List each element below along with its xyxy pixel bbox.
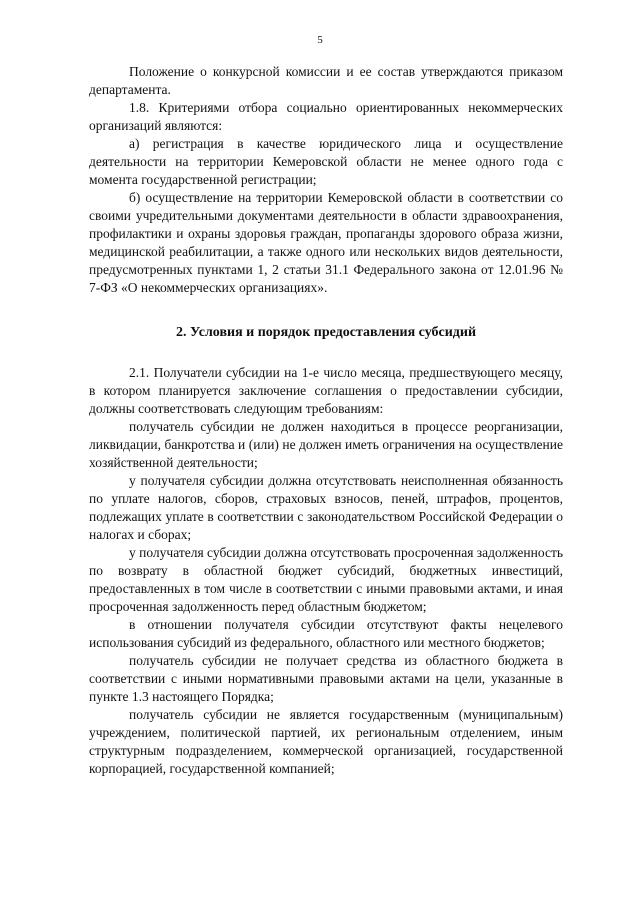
- section-heading: 2. Условия и порядок предоставления субсидий: [175, 325, 477, 340]
- paragraph-selection-criteria: 1.8. Критериями отбора социально ориентированных некоммерческих организаций являются:: [89, 100, 563, 133]
- paragraph-2-1: 2.1. Получатели субсидии на 1-е число месяца, предшествующего месяцу, в котором планируется заключение соглашения о предоставлении субсидии, должны соответствовать следующим требованиям:: [89, 365, 563, 416]
- paragraph-no-reorganization: получатель субсидии не должен находиться в процессе реорганизации, ликвидации, банкротства и (или) не должен иметь ограничения на осуществление хозяйственной деятельности;: [89, 419, 563, 470]
- paragraph-no-overdue-debt: у получателя субсидии должна отсутствовать просроченная задолженность по возврату в областной бюджет субсидий, бюджетных инвестиций, предоставленных в том числе в соответствии с иными правовыми актами, и иная просроченная задолженность перед областным бюджетом;: [89, 545, 564, 614]
- paragraph-not-state-entity: получатель субсидии не является государственным (муниципальным) учреждением, политической партией, их региональным отделением, иным структурным подразделением, коммерческой организацией, государственной корпорацией, государственной компанией;: [89, 707, 563, 776]
- paragraph-no-misuse: в отношении получателя субсидии отсутствуют факты нецелевого использования субсидий из федерального, областного или местного бюджетов;: [89, 617, 563, 650]
- paragraph-criterion-a: а) регистрация в качестве юридического лица и осуществление деятельности на территории Кемеровской области не менее одного года с момента государственной регистрации;: [89, 136, 563, 187]
- document-body: [89, 63, 563, 778]
- paragraph-commission-regulation: Положение о конкурсной комиссии и ее состав утверждаются приказом департамента.: [89, 64, 563, 97]
- paragraph-criterion-b: б) осуществление на территории Кемеровской области в соответствии со своими учредительными документами деятельности в области здравоохранения, профилактики и охраны здоровья граждан, пропаганды здорового образа жизни, медицинской реабилитации, а также одного или нескольких видов деятельности, предусмотренных пунктами 1, 2 статьи 31.1 Федерального закона от 12.01.96 № 7-ФЗ «О некоммерческих организациях».: [89, 190, 563, 295]
- paragraph-no-other-funds: получатель субсидии не получает средства из областного бюджета в соответствии с иными нормативными правовыми актами на цели, указанные в пункте 1.3 настоящего Порядка;: [89, 653, 563, 704]
- paragraph-no-tax-debt: у получателя субсидии должна отсутствовать неисполненная обязанность по уплате налогов, сборов, страховых взносов, пеней, штрафов, процентов, подлежащих уплате в соответствии с законодательством Российской Федерации о налогах и сборах;: [89, 473, 563, 542]
- page-number: 5: [317, 34, 323, 46]
